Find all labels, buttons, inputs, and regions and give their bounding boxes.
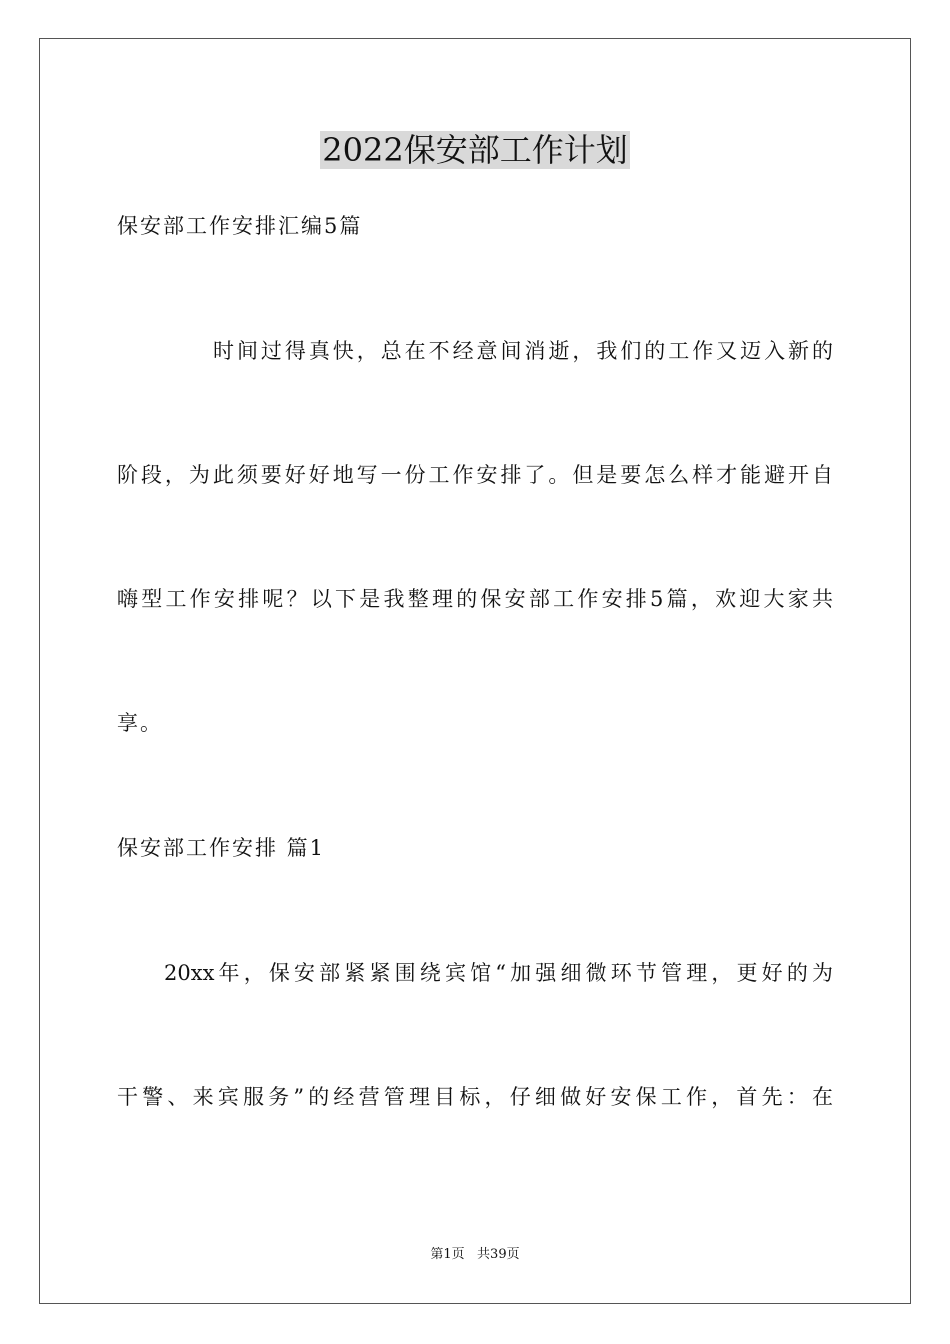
intro-line-2: 阶段，为此须要好好地写一份工作安排了。但是要怎么样才能避开自 <box>117 463 833 487</box>
section-line-2: 干警、来宾服务”的经营管理目标，仔细做好安保工作，首先：在 <box>117 1085 833 1109</box>
section-heading: 保安部工作安排 篇1 <box>117 836 326 860</box>
intro-line-3: 嗨型工作安排呢？以下是我整理的保安部工作安排5篇，欢迎大家共 <box>117 587 833 611</box>
intro-line-1: 时间过得真快，总在不经意间消逝，我们的工作又迈入新的 <box>213 339 833 363</box>
document-title <box>0 128 950 172</box>
intro-line-4: 享。 <box>117 711 163 735</box>
subtitle: 保安部工作安排汇编5篇 <box>117 214 363 238</box>
section-line-1: 20xx年，保安部紧紧围绕宾馆“加强细微环节管理，更好的为 <box>164 961 833 985</box>
page-footer: 第1页 共39页 <box>430 1247 520 1262</box>
document-title-text: 2022保安部工作计划 <box>322 131 628 169</box>
